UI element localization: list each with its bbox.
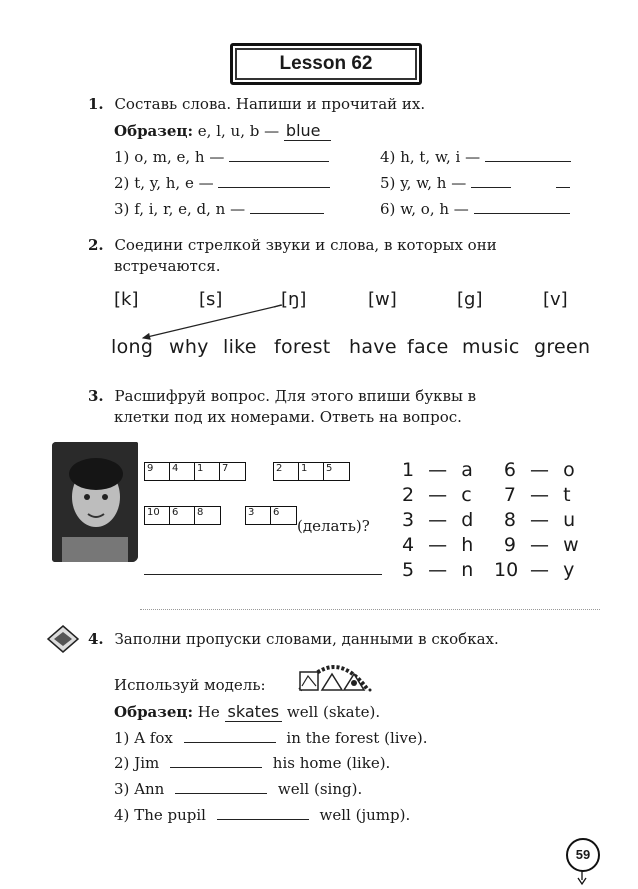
ex4-item-number: 2) <box>114 754 130 772</box>
page-badge-tail-icon <box>576 870 588 886</box>
ex4-item-before: The pupil <box>134 806 206 824</box>
cipher-word-3 <box>144 506 221 525</box>
cipher-cell[interactable]: 4 <box>170 463 195 480</box>
sound-ng[interactable]: [ŋ] <box>281 289 307 310</box>
ex1-sample-label: Образец: <box>114 122 194 140</box>
ex4-instruction: Заполни пропуски словами, данными в скобках. <box>114 630 499 648</box>
boy-photo-image <box>52 442 138 562</box>
sound-k[interactable]: [k] <box>114 289 139 310</box>
ex4-item-after: in the forest (live). <box>286 729 428 747</box>
ex1-item-letters: t, y, h, e — <box>134 174 214 192</box>
ex1-item-letters: y, w, h — <box>400 174 467 192</box>
ex3-heading <box>88 387 476 405</box>
cipher-cell[interactable]: 5 <box>326 463 333 474</box>
ex4-item-after: well (jump). <box>319 806 411 824</box>
key-row: 10 — y <box>494 559 575 581</box>
ex2-number: 2. <box>88 236 104 254</box>
ex2-word-have[interactable]: have <box>349 336 397 358</box>
ex2-instruction-2: встречаются. <box>114 257 221 275</box>
ex4-item-before: Ann <box>134 780 165 798</box>
sound-v[interactable]: [v] <box>543 289 568 310</box>
ex4-answer-line[interactable] <box>217 818 309 820</box>
cipher-cell[interactable]: 10 <box>145 507 170 524</box>
key-row: 9 — w <box>503 534 579 556</box>
ex2-word-why[interactable]: why <box>169 336 209 358</box>
ex1-item-letters: o, m, e, h — <box>134 148 225 166</box>
ex2-word-forest[interactable]: forest <box>274 336 331 358</box>
key-row: 2 — c <box>402 484 472 506</box>
cipher-cell[interactable]: 1 <box>299 463 324 480</box>
ex1-number: 1. <box>88 95 104 113</box>
ex3-instruction-2: клетки под их номерами. Ответь на вопрос. <box>114 408 462 426</box>
ex4-sample <box>114 702 380 721</box>
ex4-item-after: his home (like). <box>272 754 391 772</box>
ex2-instruction-1: Соедини стрелкой звуки и слова, в которых они <box>114 236 497 254</box>
ex2-word-face[interactable]: face <box>407 336 449 358</box>
ex4-answer-line[interactable] <box>175 792 267 794</box>
key-row: 8 — u <box>503 509 576 531</box>
ex4-sample-before: He <box>197 703 220 721</box>
ex1-item-number: 4) <box>380 148 396 166</box>
key-right <box>494 459 579 584</box>
ex4-item-1 <box>114 729 428 747</box>
key-row: 6 — o <box>503 459 575 481</box>
cipher-cell[interactable]: 8 <box>197 507 204 518</box>
cipher-cell[interactable]: 6 <box>170 507 195 524</box>
cipher-cell[interactable]: 1 <box>195 463 220 480</box>
cipher-word-1 <box>144 462 246 481</box>
ex4-item-before: A fox <box>134 729 173 747</box>
cipher-cell[interactable]: 9 <box>145 463 170 480</box>
key-row: 4 — h <box>402 534 474 556</box>
key-row: 5 — n <box>402 559 474 581</box>
ex2-word-long[interactable]: long <box>111 336 154 358</box>
ex2-word-music[interactable]: music <box>462 336 520 358</box>
ex4-number: 4. <box>88 630 104 648</box>
ex4-heading <box>88 630 499 648</box>
ex4-item-3 <box>114 780 362 798</box>
ex1-item-letters: f, i, r, e, d, n — <box>134 200 246 218</box>
section-divider <box>140 608 600 610</box>
ex1-sample-answer: blue <box>284 121 331 141</box>
cipher-cell[interactable]: 6 <box>273 507 280 518</box>
lesson-title: Lesson 62 <box>279 53 373 74</box>
ex1-item-number: 6) <box>380 200 396 218</box>
cipher-cell[interactable]: 7 <box>222 463 229 474</box>
ex4-sample-label: Образец: <box>114 703 194 721</box>
ex4-item-before: Jim <box>134 754 160 772</box>
page-number: 59 <box>566 838 600 872</box>
ex1-item-letters: h, t, w, i — <box>400 148 481 166</box>
model-diagram-icon <box>296 652 372 694</box>
key-row: 7 — t <box>503 484 571 506</box>
ex1-sample-letters: e, l, u, b — <box>197 122 280 140</box>
cipher-cell[interactable]: 2 <box>274 463 299 480</box>
cipher-word-4 <box>245 506 297 525</box>
ex4-model-label: Используй модель: <box>114 676 266 694</box>
ex4-sample-after: well (skate). <box>286 703 381 721</box>
ex2-word-green[interactable]: green <box>534 336 591 358</box>
ex4-item-2 <box>114 754 390 772</box>
boy-photo <box>52 442 138 562</box>
key-row: 1 — a <box>402 459 473 481</box>
ex4-sample-answer: skates <box>225 702 283 722</box>
key-left <box>402 459 473 584</box>
sound-g[interactable]: [g] <box>457 289 483 310</box>
ex4-marker-icon <box>46 624 80 654</box>
ex4-item-number: 4) <box>114 806 130 824</box>
ex1-item-number: 1) <box>114 148 130 166</box>
ex1-instruction: Составь слова. Напиши и прочитай их. <box>114 95 426 113</box>
sound-s[interactable]: [s] <box>199 289 223 310</box>
ex3-instruction-1: Расшифруй вопрос. Для этого впиши буквы в <box>114 387 477 405</box>
ex2-word-like[interactable]: like <box>223 336 257 358</box>
ex1-item-number: 5) <box>380 174 396 192</box>
key-row: 3 — d <box>402 509 474 531</box>
ex1-item-number: 2) <box>114 174 130 192</box>
ex4-answer-line[interactable] <box>184 741 276 743</box>
cipher-cell[interactable]: 3 <box>246 507 271 524</box>
ex1-item-number: 3) <box>114 200 130 218</box>
ex3-answer-line[interactable] <box>144 573 382 575</box>
ex1-item-letters: w, o, h — <box>400 200 469 218</box>
ex4-item-4 <box>114 806 410 824</box>
ex3-number: 3. <box>88 387 104 405</box>
ex4-item-number: 1) <box>114 729 130 747</box>
cipher-word-2 <box>273 462 350 481</box>
ex4-item-after: well (sing). <box>277 780 363 798</box>
question-tail: (делать)? <box>297 517 370 535</box>
ex4-item-number: 3) <box>114 780 130 798</box>
sound-w[interactable]: [w] <box>368 289 397 310</box>
ex4-answer-line[interactable] <box>170 766 262 768</box>
